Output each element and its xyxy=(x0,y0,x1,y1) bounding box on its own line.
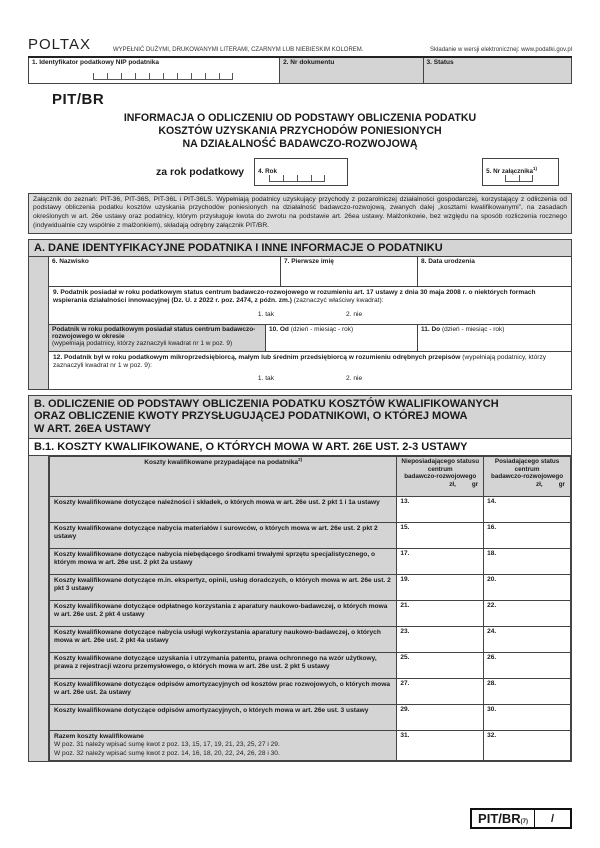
status-field xyxy=(424,58,571,83)
gr-label: gr xyxy=(558,480,565,488)
tax-year-row xyxy=(28,158,572,188)
section-a xyxy=(28,239,572,390)
amount-box-non-cbr[interactable]: 23. xyxy=(397,627,484,653)
question-12 xyxy=(49,352,571,389)
section-a-margin-strip xyxy=(29,257,49,388)
cost-description: Koszty kwalifikowane dotyczące należności i składek, o których mowa w art. 26e ust. 2 pkt 1 i 1a ustawy xyxy=(50,497,397,523)
amount-box-cbr[interactable]: 16. xyxy=(484,523,571,549)
cost-description: Koszty kwalifikowane dotyczące nabycia niebędącego środkami trwałymi sprzętu specjalistycznego, o którym mowa w art. 26e ust. 2 pkt 2a ustawy xyxy=(50,549,397,575)
tax-year-label: za rok podatkowy xyxy=(156,165,245,178)
table-row xyxy=(50,549,571,575)
nip-label: 1. Identyfikator podatkowy NIP podatnika xyxy=(32,59,160,66)
zl-label: zł, xyxy=(536,480,543,488)
amount-box-non-cbr[interactable]: 27. xyxy=(397,679,484,705)
birth-date-field[interactable]: 8. Data urodzenia xyxy=(421,258,475,266)
question-12-note: (wypełniają podatnicy, którzy zaznaczyli kwadrat nr 1 w poz. 9): xyxy=(53,353,547,370)
year-field[interactable] xyxy=(254,158,348,186)
amount-box-cbr[interactable]: 30. xyxy=(484,705,571,731)
first-name-field[interactable]: 7. Pierwsze imię xyxy=(281,257,418,286)
qualified-costs-table xyxy=(49,456,571,761)
amount-box-non-cbr[interactable]: 29. xyxy=(397,705,484,731)
amount-box-cbr[interactable]: 32. xyxy=(484,731,571,761)
id-row xyxy=(28,58,572,84)
table-row xyxy=(50,627,571,653)
column-header-cbr: Posiadającego status centrum badawczo-rozwojowego zł, gr xyxy=(484,457,571,497)
question-9-text: 9. Podatnik posiadał w roku podatkowym status centrum badawczo-rozwojowego w rozumieniu art. 17 ustawy z dnia 30 maja 2008 r. o niektórych formach wspierania działalności innowacyjnej (Dz. U. z 2022 r. poz. 2474, z późn. zm.) xyxy=(53,289,536,305)
section-b-title: B. ODLICZENIE OD PODSTAWY OBLICZENIA PODATKU KOSZTÓW KWALIFIKOWANYCH ORAZ OBLICZENIE KWOTY PRZYSŁUGUJĄCEJ PODATNIKOWI, O KTÓREJ MOWA W ART. 26EA USTAWY xyxy=(29,396,571,439)
section-a-title: A. DANE IDENTYFIKACYJNE PODATNIKA I INNE INFORMACJE O PODATNIKU xyxy=(29,240,571,258)
amount-box-cbr[interactable]: 14. xyxy=(484,497,571,523)
table-row xyxy=(50,679,571,705)
status-label: 3. Status xyxy=(426,59,454,66)
gr-label: gr xyxy=(471,480,479,488)
surname-field[interactable]: 6. Nazwisko xyxy=(49,257,281,286)
question-9-option-no[interactable]: 2. nie xyxy=(346,310,363,318)
poltax-logo: POLTAX xyxy=(28,36,91,53)
period-from-field[interactable]: 10. Od (dzień - miesiąc - rok) xyxy=(266,325,418,351)
table-row xyxy=(50,705,571,731)
cost-description: Koszty kwalifikowane dotyczące nabycia usługi wykorzystania aparatury naukowo-badawczej, o których mowa w art. 26e ust. 2 pkt 4a ustawy xyxy=(50,627,397,653)
question-12-option-no[interactable]: 2. nie xyxy=(346,375,363,383)
attachment-number-field[interactable] xyxy=(482,158,559,186)
section-b1-title: B.1. KOSZTY KWALIFIKOWANE, O KTÓRYCH MOWA W ART. 26E UST. 2-3 USTAWY xyxy=(29,439,571,457)
form-title: INFORMACJA O ODLICZENIU OD PODSTAWY OBLICZENIA PODATKU KOSZTÓW UZYSKANIA PRZYCHODÓW PONIESIONYCH NA DZIAŁALNOŚĆ BADAWCZO-ROZWOJOWĄ xyxy=(123,112,477,150)
page-footer xyxy=(470,808,572,829)
amount-box-non-cbr[interactable]: 19. xyxy=(397,575,484,601)
footer-form-code: PIT/BR (7) xyxy=(478,811,528,826)
column-header-description: Koszty kwalifikowane przypadające na podatnika$^{2)}$ xyxy=(50,457,397,497)
question-9-note: (zaznaczyć właściwy kwadrat): xyxy=(293,297,384,305)
cost-description: Koszty kwalifikowane dotyczące odpisów amortyzacyjnych, o których mowa w art. 26e ust. 3 ustawy xyxy=(50,705,397,731)
cost-description: Koszty kwalifikowane dotyczące m.in. ekspertyz, opinii, usług doradczych, o których mowa w art. 26e ust. 2 pkt 3 ustawy xyxy=(50,575,397,601)
efiling-note: Składanie w wersji elektronicznej: www.podatki.gov.pl xyxy=(430,47,572,53)
year-label: 4. Rok xyxy=(258,167,278,175)
cbr-period-label: Podatnik w roku podatkowym posiadał status centrum badawczo-rozwojowego w okresie (wypełniają podatnicy, którzy zaznaczyli kwadrat nr 1 w poz. 9) xyxy=(49,325,266,351)
amount-box-non-cbr[interactable]: 13. xyxy=(397,497,484,523)
footnote-ref-1: 1) xyxy=(533,165,538,171)
attachment-comb-input[interactable] xyxy=(505,175,533,182)
nip-field[interactable] xyxy=(29,58,280,83)
question-12-text: 12. Podatnik był w roku podatkowym mikroprzedsiębiorcą, małym lub średnim przedsiębiorcą w rozumieniu odrębnych przepisów xyxy=(53,353,461,361)
footer-version: (7) xyxy=(520,819,528,825)
amount-box-non-cbr[interactable]: 21. xyxy=(397,601,484,627)
question-12-option-yes[interactable]: 1. tak xyxy=(257,375,274,383)
question-9-option-yes[interactable]: 1. tak xyxy=(257,310,274,318)
amount-box-cbr[interactable]: 26. xyxy=(484,653,571,679)
attachment-number-label: 5. Nr załącznika$^{1)}$ xyxy=(486,165,538,175)
table-row xyxy=(50,653,571,679)
table-row xyxy=(50,601,571,627)
cost-description: Koszty kwalifikowane dotyczące nabycia materiałów i surowców, o których mowa w art. 26e ust. 2 pkt 2 ustawy xyxy=(50,523,397,549)
table-row xyxy=(50,497,571,523)
top-header xyxy=(28,36,572,58)
intro-paragraph: Załącznik do zeznań: PIT-36, PIT-36S, PIT-36L i PIT-36LS. Wypełniają podatnicy uzyskujący przychody z pozarolniczej działalności gospodarczej, korzystający z odliczenia od podstawy obliczenia podatku kosztów uzyskania przychodów poniesionych na działalność badawczo-rozwojową, zwanych dalej „kosztami kwalifikowanymi”, na zasadach określonych w art. 26e ustawy oraz podatnicy, którym przysługuje kwota do zwrotu na podstawie art. 26ea ustawy. Małżonkowie, bez względu na sposób rozliczenia rocznego (indywidualnie czy wspólnie z małżonkiem), składają odrębny załącznik PIT/BR. xyxy=(28,193,572,234)
cost-description: Razem koszty kwalifikowane W poz. 31 należy wpisać sumę kwot z poz. 13, 15, 17, 19, 21, 23, 25, 27 i 29. W poz. 32 należy wpisać sumę kwot z poz. 14, 16, 18, 20, 22, 24, 26, 28 i 30. xyxy=(50,731,397,761)
document-number-field xyxy=(280,58,423,83)
zl-label: zł, xyxy=(449,480,456,488)
form-code: PIT/BR xyxy=(52,91,105,108)
table-row xyxy=(50,523,571,549)
amount-box-cbr[interactable]: 24. xyxy=(484,627,571,653)
amount-box-non-cbr[interactable]: 31. xyxy=(397,731,484,761)
cost-description: Koszty kwalifikowane dotyczące odpisów amortyzacyjnych od kosztów prac rozwojowych, o których mowa w art. 26e ust. 2a ustawy xyxy=(50,679,397,705)
amount-box-cbr[interactable]: 28. xyxy=(484,679,571,705)
cost-description: Koszty kwalifikowane dotyczące uzyskania i utrzymania patentu, prawa ochronnego na wzór użytkowy, prawa z rejestracji wzoru przemysłowego, o których mowa w art. 26e ust. 2 pkt 5 ustawy xyxy=(50,653,397,679)
footer-page-number: / xyxy=(534,810,570,827)
amount-box-cbr[interactable]: 20. xyxy=(484,575,571,601)
document-number-label: 2. Nr dokumentu xyxy=(283,59,335,66)
amount-box-cbr[interactable]: 18. xyxy=(484,549,571,575)
amount-box-non-cbr[interactable]: 25. xyxy=(397,653,484,679)
nip-comb-input[interactable] xyxy=(93,73,233,80)
table-row xyxy=(50,731,571,761)
amount-box-non-cbr[interactable]: 15. xyxy=(397,523,484,549)
table-row xyxy=(50,575,571,601)
form-page xyxy=(28,36,572,762)
amount-box-cbr[interactable]: 22. xyxy=(484,601,571,627)
section-b-margin-strip xyxy=(29,456,49,761)
footnote-ref-2: 2) xyxy=(298,457,303,463)
question-9 xyxy=(49,287,571,324)
year-comb-input[interactable] xyxy=(269,175,325,182)
column-header-non-cbr: Nieposiadającego statusu centrum badawczo-rozwojowego zł, gr xyxy=(397,457,484,497)
cost-description: Koszty kwalifikowane dotyczące odpłatnego korzystania z aparatury naukowo-badawczej, o których mowa w art. 26e ust. 2 pkt 4 ustawy xyxy=(50,601,397,627)
amount-box-non-cbr[interactable]: 17. xyxy=(397,549,484,575)
fill-instruction: WYPEŁNIĆ DUŻYMI, DRUKOWANYMI LITERAMI, CZARNYM LUB NIEBIESKIM KOLOREM. xyxy=(112,47,364,53)
period-to-field[interactable]: 11. Do (dzień - miesiąc - rok) xyxy=(421,325,505,333)
section-b xyxy=(28,395,572,762)
